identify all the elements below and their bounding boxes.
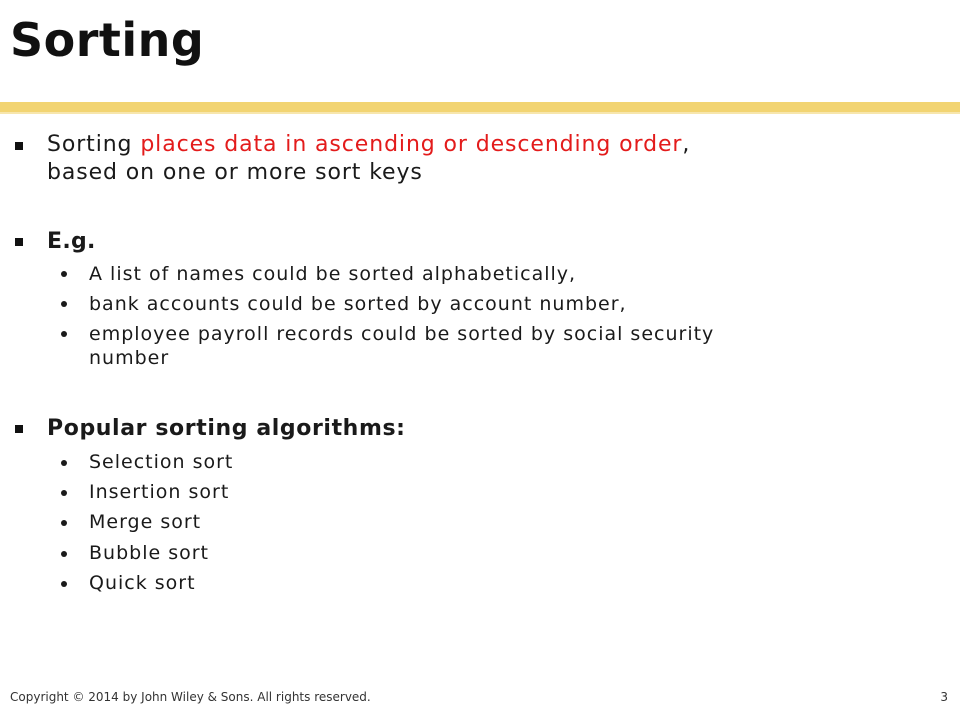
example-item: employee payroll records could be sorted by social security [89, 323, 715, 345]
definition-line-2: based on one or more sort keys [47, 160, 423, 185]
page-number: 3 [940, 690, 948, 704]
dot-bullet-icon [61, 581, 67, 587]
algorithms-heading: Popular sorting algorithms: [47, 416, 406, 441]
title-accent-line [0, 112, 960, 114]
slide-title: Sorting [10, 13, 205, 67]
dot-bullet-icon [61, 520, 67, 526]
dot-bullet-icon [61, 551, 67, 557]
definition-suffix: , [682, 132, 691, 157]
square-bullet-icon [15, 238, 23, 246]
example-item: bank accounts could be sorted by account number, [89, 293, 627, 315]
algorithm-item: Insertion sort [89, 481, 230, 503]
copyright-footer: Copyright © 2014 by John Wiley & Sons. All rights reserved. [10, 690, 371, 704]
dot-bullet-icon [61, 460, 67, 466]
square-bullet-icon [15, 425, 23, 433]
algorithm-item: Quick sort [89, 572, 196, 594]
algorithm-item: Bubble sort [89, 542, 209, 564]
algorithm-item: Selection sort [89, 451, 234, 473]
example-item: A list of names could be sorted alphabetically, [89, 263, 577, 285]
definition-highlight: places data in ascending or descending order [140, 132, 683, 157]
square-bullet-icon [15, 142, 23, 150]
definition-prefix: Sorting [47, 132, 141, 157]
bullet-definition [47, 132, 690, 158]
example-item-continuation: number [89, 347, 170, 369]
dot-bullet-icon [61, 271, 67, 277]
dot-bullet-icon [61, 301, 67, 307]
title-accent-bar [0, 102, 960, 112]
dot-bullet-icon [61, 331, 67, 337]
examples-heading: E.g. [47, 229, 96, 254]
algorithm-item: Merge sort [89, 511, 202, 533]
dot-bullet-icon [61, 490, 67, 496]
